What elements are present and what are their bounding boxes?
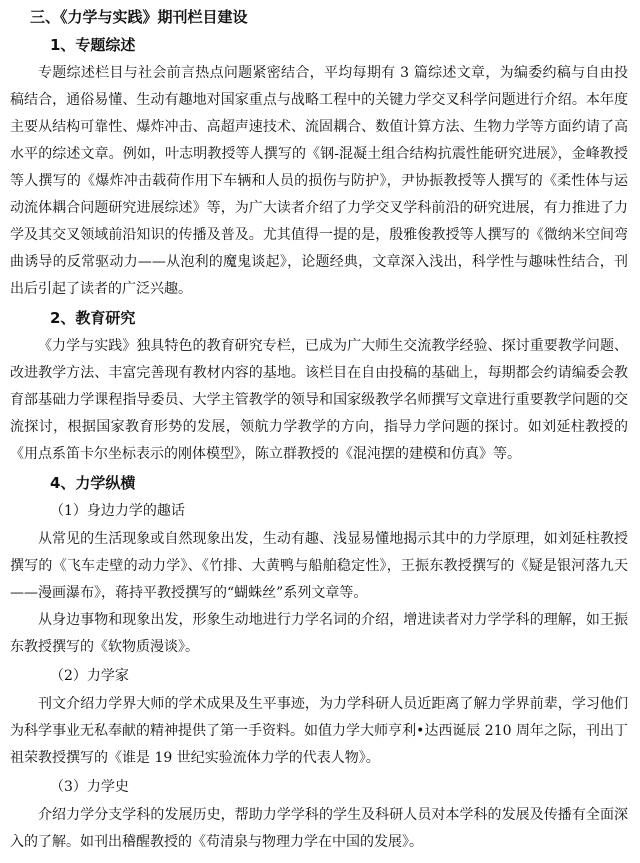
section-title: 三、《力学与实践》期刊栏目建设 [30,8,248,26]
heading-special-review: 1、专题综述 [50,36,136,54]
paragraph-mechanics-history: 介绍力学分支学科的发展历史，帮助力学学科的学生及科研人员对本学科的发展及传播有全面深入的了解。如刊出稽醒教授的《苟清泉与物理力学在中国的发展》。 [10,807,628,850]
paragraph-everyday-mechanics-2: 从身边事物和现象出发，形象生动地进行力学名词的介绍，增进读者对力学学科的理解，如王振东教授撰写的《软物质漫谈》。 [10,612,628,655]
paragraph-education-research: 《力学与实践》独具特色的教育研究专栏，已成为广大师生交流教学经验、探讨重要教学问题、改进教学方法、丰富完善现有教材内容的基地。该栏目在自由投稿的基础上，每期都会约请编委会教育部基础力学课程指导委员、大学主管教学的领导和国家级教学名师撰写文章进行重要教学问题的交流探讨，根据国家教育形势的发展，领航力学教学的方向，指导力学问题的探讨。如刘延柱教授的《用点系笛卡尔坐标表示的刚体模型》，陈立群教授的《混沌摆的建模和仿真》等。 [10,338,628,462]
heading-education-research: 2、教育研究 [50,309,136,327]
heading-mechanics-panorama: 4、力学纵横 [50,474,136,492]
heading-mechanics-history: （3）力学史 [50,779,129,795]
heading-mechanicians: （2）力学家 [50,668,129,684]
paragraph-everyday-mechanics-1: 从常见的生活现象或自然现象出发，生动有趣、浅显易懂地揭示其中的力学原理，如刘延柱教授撰写的《飞车走壁的动力学》、《竹排、大黄鸭与船舶稳定性》，王振东教授撰写的《疑是银河落九天——漫画瀑布》，蒋持平教授撰写的“蝴蛛丝”系列文章等。 [10,531,628,601]
paragraph-mechanicians: 刊文介绍力学界大师的学术成果及生平事迹，为力学科研人员近距离了解力学界前辈，学习他们为科学事业无私奉献的精神提供了第一手资料。如值力学大师亨利•达西诞辰 210 周年之际，刊出丁祖荣教授撰写的《谁是 19 世纪实验流体力学的代表人物》。 [10,696,628,766]
paragraph-special-review: 专题综述栏目与社会前言热点问题紧密结合，平均每期有 3 篇综述文章，为编委约稿与自由投稿结合，通俗易懂、生动有趣地对国家重点与战略工程中的关键力学交叉科学问题进行介绍。本年度主要从结构可靠性、爆炸冲击、高超声速技术、流固耦合、数值计算方法、生物力学等方面约请了高水平的综述文章。例如，叶志明教授等人撰写的《钢-混凝土组合结构抗震性能研究进展》，金峰教授等人撰写的《爆炸冲击载荷作用下车辆和人员的损伤与防护》，尹协振教授等人撰写的《柔性体与运动流体耦合问题研究进展综述》等，为广大读者介绍了力学交叉学科前沿的研究进展，有力推进了力学及其交叉领域前沿知识的传播及普及。尤其值得一提的是，殷雅俊教授等人撰写的《微纳米空间弯曲诱导的反常驱动力——从泡利的魔鬼谈起》，论题经典，文章深入浅出，科学性与趣味性结合，刊出后引起了读者的广泛兴趣。 [10,65,628,297]
heading-everyday-mechanics: （1）身边力学的趣话 [50,503,185,519]
